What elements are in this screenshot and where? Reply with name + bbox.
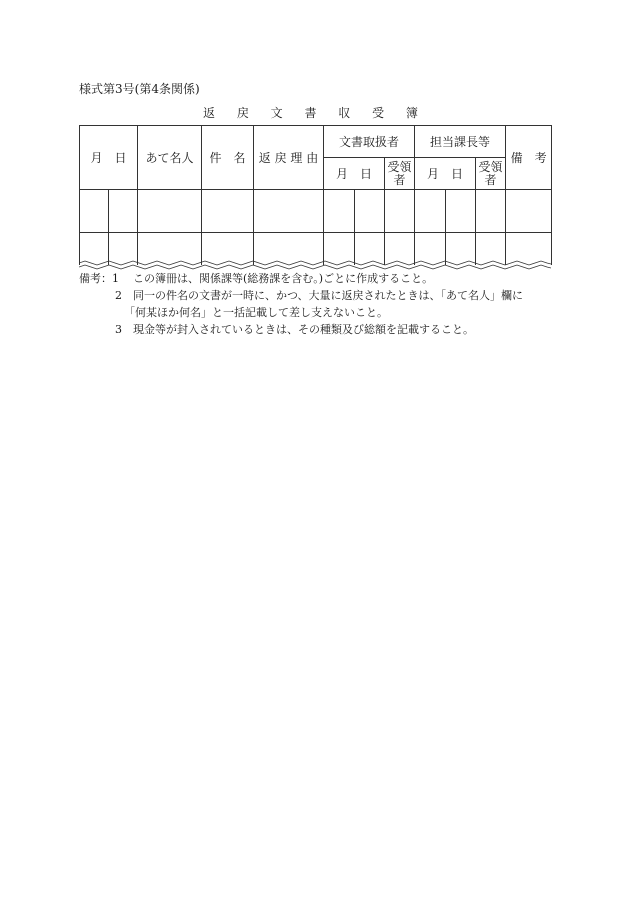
header-row <box>80 126 552 158</box>
note-item-3 <box>79 321 559 338</box>
header-reason: 返 戻 理 由 <box>254 126 324 190</box>
officer-receiver-bottom: 者 <box>484 172 497 187</box>
note-text-1: この簿冊は、関係課等(総務課を含む。)ごとに作成すること。 <box>133 272 434 285</box>
form-number-label: 様式第3号(第4条関係) <box>79 82 200 96</box>
header-addressee: あて名人 <box>138 126 202 190</box>
header-document-handler: 文書取扱者 <box>324 126 415 158</box>
cell-subject[interactable] <box>202 190 254 233</box>
header-date: 月 日 <box>80 126 138 190</box>
subheader-officer-date: 月 日 <box>415 158 476 190</box>
cell-handler-month[interactable] <box>324 190 355 233</box>
wavy-line-lower <box>79 265 551 269</box>
ledger-table-container <box>79 125 551 265</box>
ledger-table <box>79 125 552 265</box>
cell-handler-day[interactable] <box>355 190 385 233</box>
wavy-line-upper <box>79 261 551 265</box>
note-item-1 <box>79 270 559 287</box>
note-number-2: 2 <box>115 289 122 302</box>
subheader-handler-receiver <box>385 158 415 190</box>
note-number-3: 3 <box>115 323 122 336</box>
note-text-2: 同一の件名の文書が一時に、かつ、大量に返戻されたときは、「あて名人」欄に <box>133 289 524 302</box>
notes-section <box>79 270 559 338</box>
notes-label: 備考：1 <box>79 272 119 285</box>
cell-reason[interactable] <box>254 190 324 233</box>
note-text-3: 現金等が封入されているときは、その種類及び総額を記載すること。 <box>133 323 474 336</box>
handler-receiver-top: 受領 <box>387 159 412 174</box>
cell-month[interactable] <box>80 190 109 233</box>
table-row <box>80 190 552 233</box>
header-remarks: 備 考 <box>506 126 552 190</box>
handler-receiver-bottom: 者 <box>393 172 406 187</box>
document-title: 返 戻 文 書 収 受 簿 <box>203 106 427 120</box>
note-item-2 <box>79 287 559 304</box>
cell-officer-month[interactable] <box>415 190 446 233</box>
header-subject: 件 名 <box>202 126 254 190</box>
cell-handler-receiver[interactable] <box>385 190 415 233</box>
cell-day[interactable] <box>109 190 138 233</box>
subheader-handler-date: 月 日 <box>324 158 385 190</box>
cell-officer-receiver[interactable] <box>476 190 506 233</box>
officer-receiver-top: 受領 <box>478 159 503 174</box>
cell-addressee[interactable] <box>138 190 202 233</box>
subheader-officer-receiver <box>476 158 506 190</box>
header-officer-in-charge: 担当課長等 <box>415 126 506 158</box>
note-item-2-continuation <box>79 304 559 321</box>
note-text-2-continued: 「何某ほか何名」と一括記載して差し支えないこと。 <box>124 306 388 319</box>
cell-officer-day[interactable] <box>446 190 476 233</box>
cell-remarks[interactable] <box>506 190 552 233</box>
